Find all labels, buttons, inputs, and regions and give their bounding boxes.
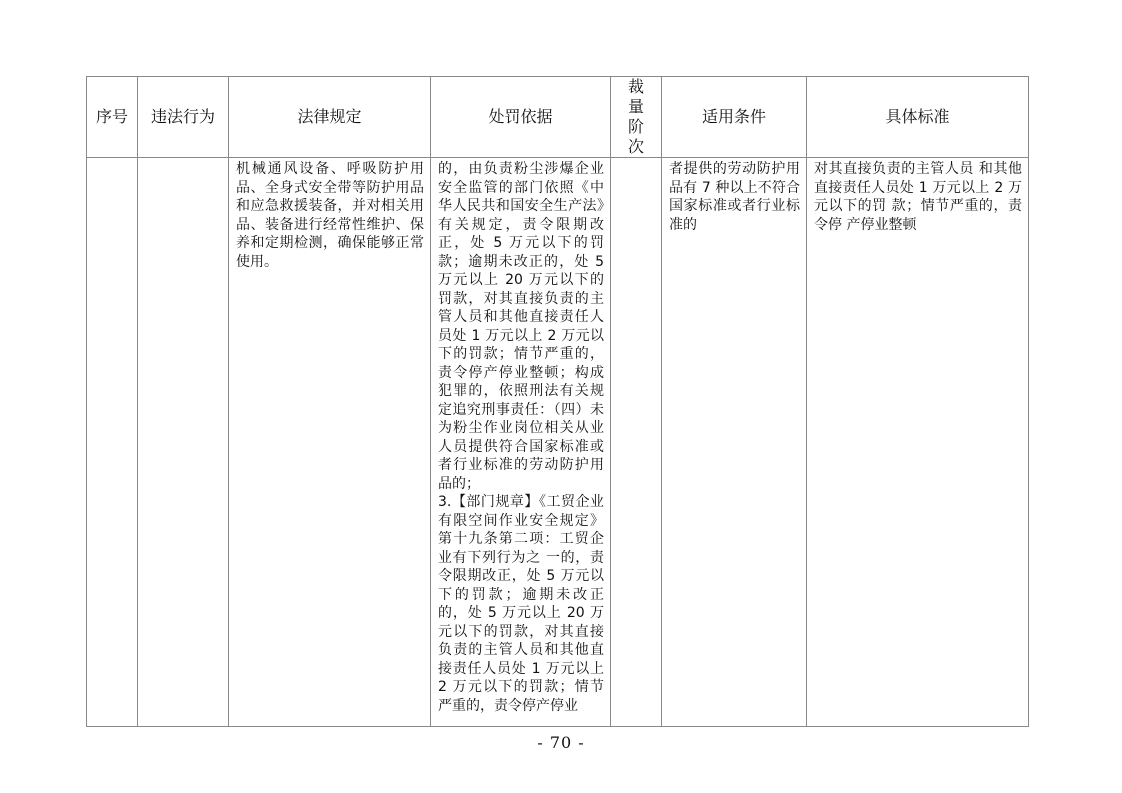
table-header-row <box>87 77 1029 158</box>
cell-behavior <box>138 158 229 727</box>
header-behavior: 违法行为 <box>138 77 229 158</box>
header-discretion-level <box>611 77 662 158</box>
cell-conditions <box>662 158 807 727</box>
cell-law <box>229 158 431 727</box>
header-standard: 具体标准 <box>807 77 1029 158</box>
cell-law-text: 机械通风设备、呼吸防护用品、全身式安全带等防护用品和应急救援装备，并对相关用品、装备进行经常性维护、保养和定期检测，确保能够正常使用。 <box>236 161 424 270</box>
cell-seq-text <box>87 158 137 726</box>
cell-discretion-level-text <box>611 158 661 726</box>
page-number: - 70 - <box>537 733 585 752</box>
cell-standard <box>807 158 1029 727</box>
header-discretion-level-label: 裁量阶次 <box>627 77 644 156</box>
header-conditions: 适用条件 <box>662 77 807 158</box>
cell-seq <box>87 158 138 727</box>
cell-discretion-level <box>611 158 662 727</box>
table-row <box>87 158 1029 727</box>
cell-penalty-basis-text: 的，由负责粉尘涉爆企业安全监管的部门依照《中华人民共和国安全生产法》有关规定，责令限期改正，处 5 万元以下的罚款；逾期未改正的，处 5 万元以上 20 万元以下的罚款，对其直接负责的主管人员和其他直接责任人员处 1 万元以上 2 万元以下的罚款；情节严重的，责令停产停业整顿；构成犯罪的，依照刑法有关规定追究刑事责任：（四）未为粉尘作业岗位相关从业人员提供符合国家标准或者行业标准的劳动防护用品的； 3.【部门规章】《工贸企业有限空间作业安全规定》第十九条第二项：工贸企业有下列行为之 一的，责令限期改正，处 5 万元以下的罚款；逾期未改正的，处 5 万元以上 20 万元以下的罚款，对其直接负责的主管人员和其他直接责任人员处 1 万元以上 2 万元以下的罚款；情节严重的，责令停产停业 <box>438 161 604 714</box>
header-law: 法律规定 <box>229 77 431 158</box>
header-seq: 序号 <box>87 77 138 158</box>
cell-standard-text: 对其直接负责的主管人员 和其他直接责任人员处 1 万元以上 2 万元以下的罚 款；情节严重的，责令停 产停业整顿 <box>814 161 1022 233</box>
cell-penalty-basis <box>431 158 611 727</box>
header-penalty-basis: 处罚依据 <box>431 77 611 158</box>
cell-conditions-text: 者提供的劳动防护用品有 7 种以上不符合国家标准或者行业标准的 <box>669 161 800 233</box>
cell-behavior-text <box>138 158 228 726</box>
regulation-table <box>86 76 1029 727</box>
